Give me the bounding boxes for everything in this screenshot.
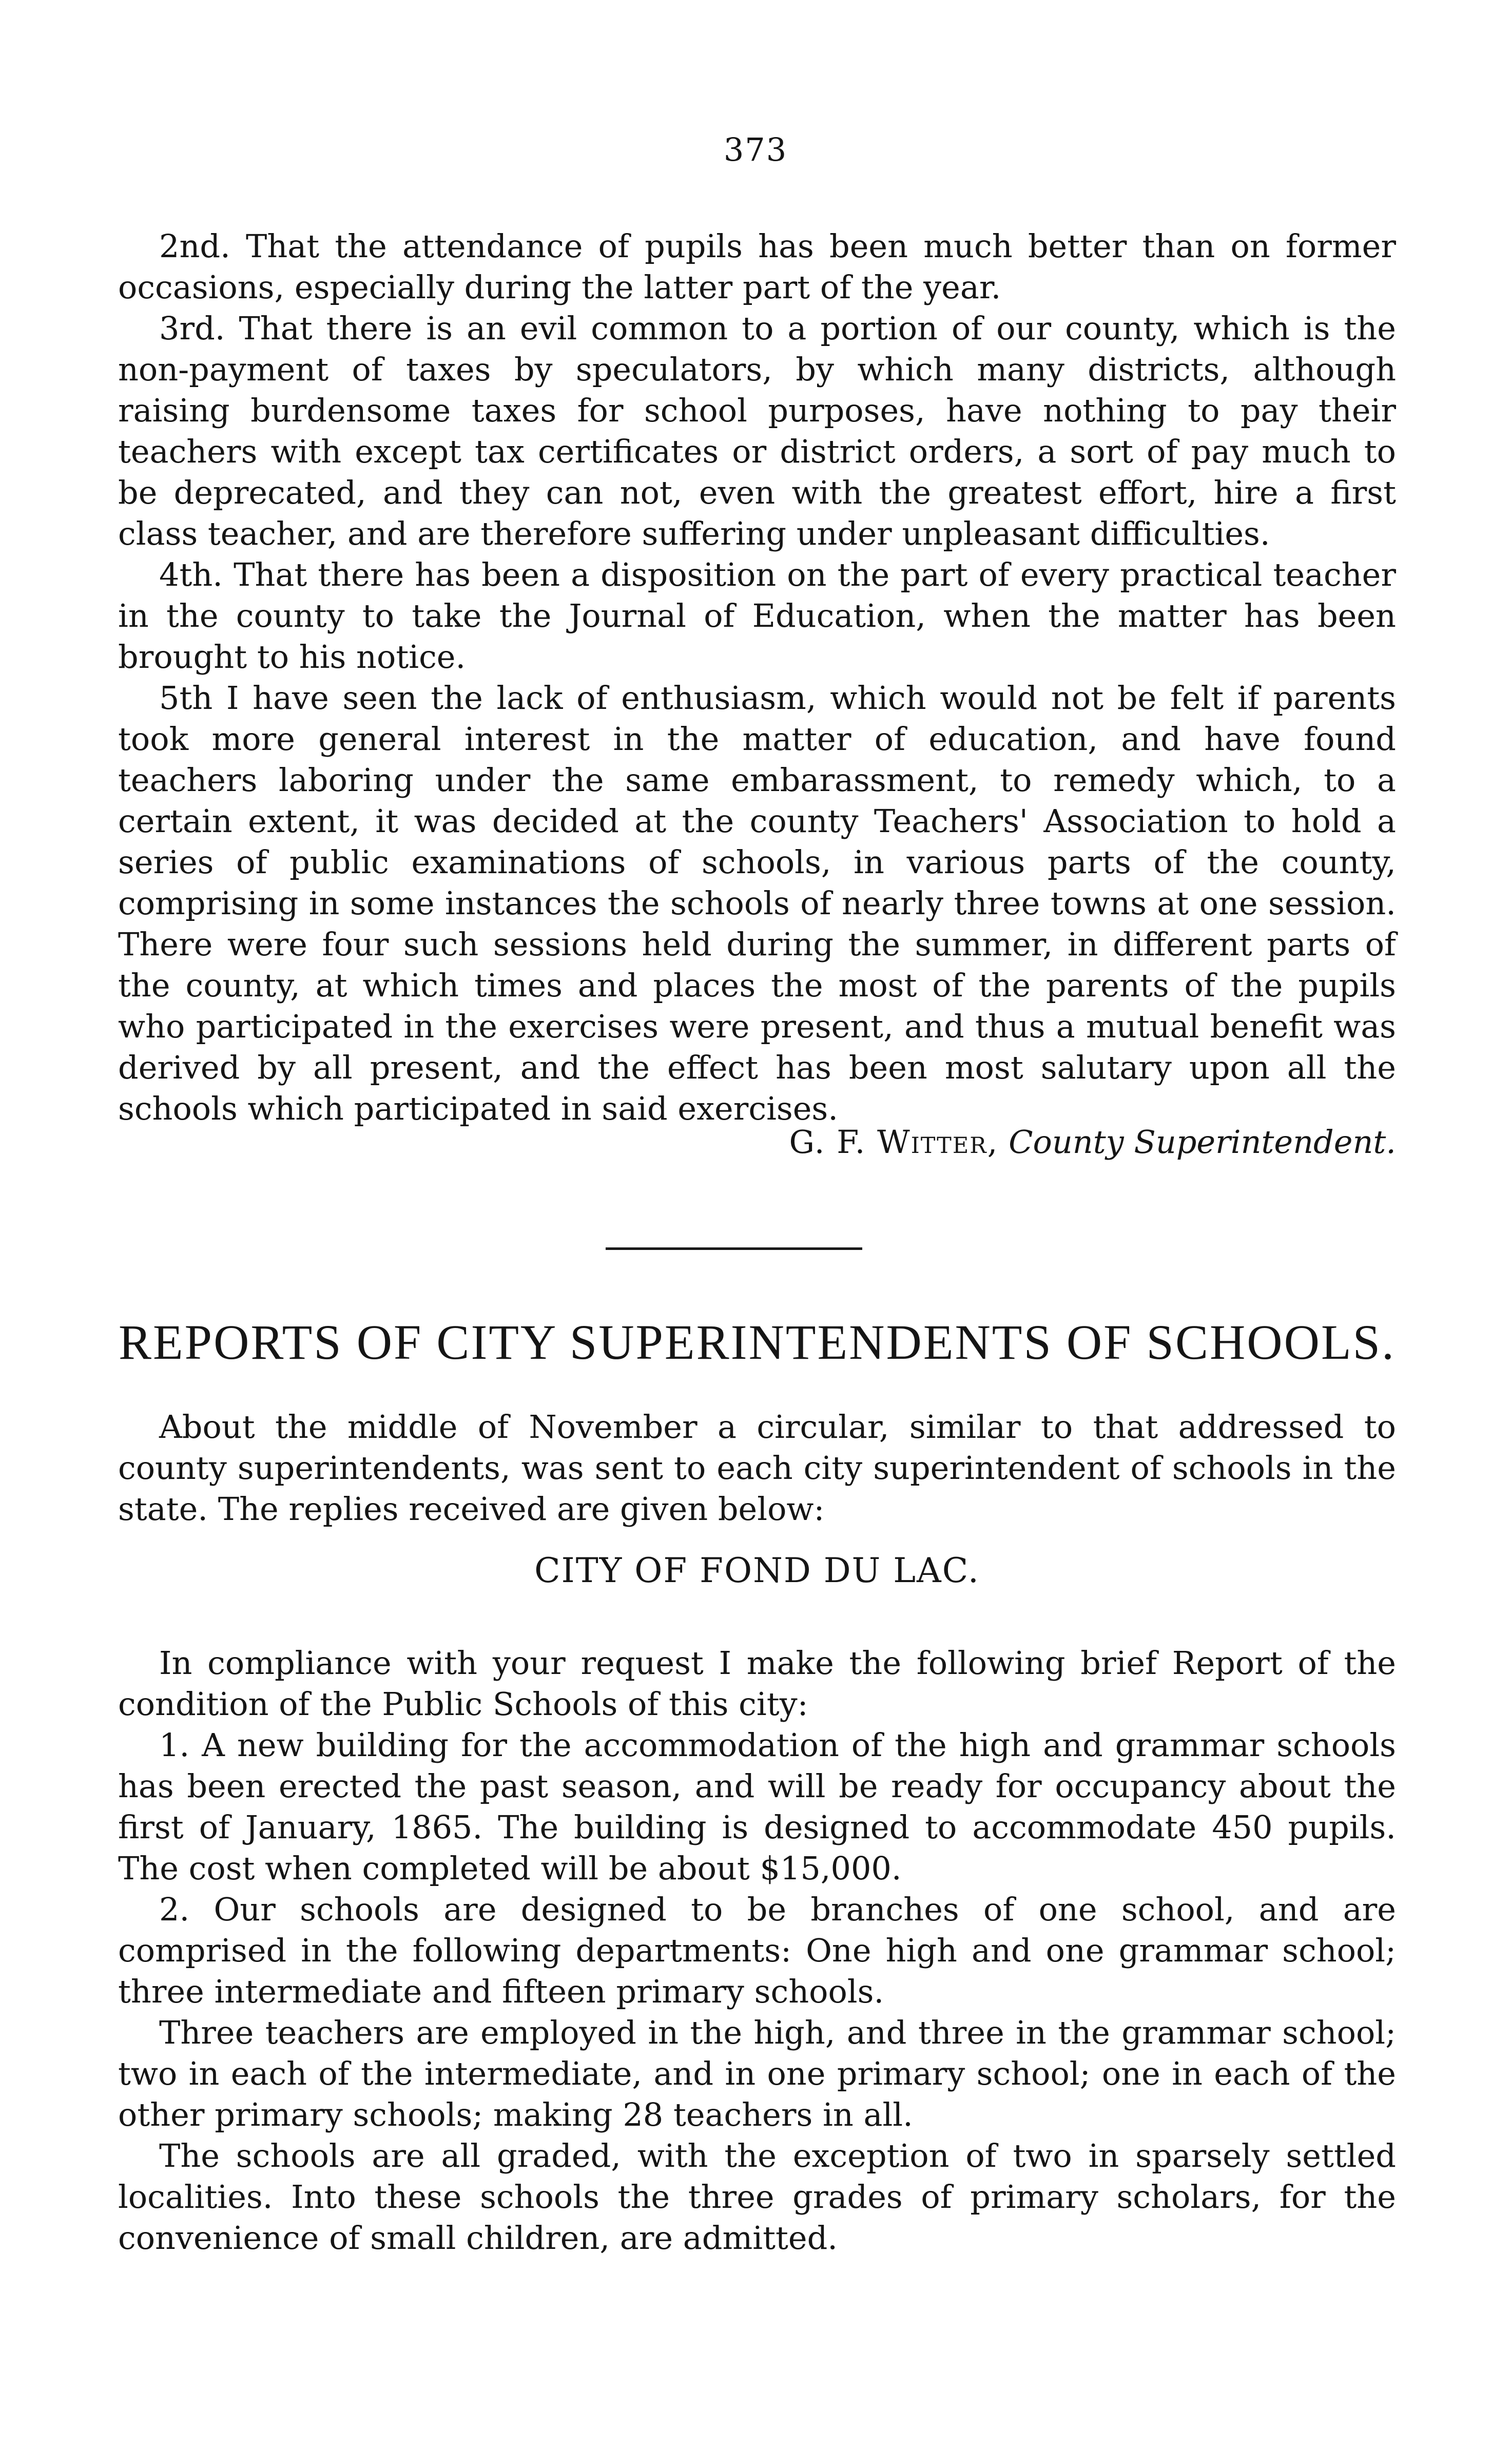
city-paragraph-2: 2. Our schools are designed to be branches of one school, and are comprised in the following departments: One high and one grammar school; three intermediate and fifteen primary schools. — [118, 1891, 1396, 2010]
city-paragraph-teachers: Three teachers are employed in the high, and three in the grammar school; two in each of the intermediate, and in one primary school; one in each of the other primary schools; making 28 teachers in all. — [118, 2014, 1396, 2133]
section-intro: About the middle of November a circular, similar to that addressed to county superintendents, was sent to each city superintendent of schools in the state. The replies received are given below: — [118, 1408, 1396, 1528]
county-report — [118, 226, 1396, 1129]
section-intro-block — [118, 1407, 1396, 1530]
section-heading: REPORTS OF CITY SUPERINTENDENTS OF SCHOOLS. — [119, 1315, 1396, 1370]
city-paragraph-graded: The schools are all graded, with the exception of two in sparsely settled localities. Into these schools the three grades of primary scholars, for the convenience of small children, are admitted. — [118, 2137, 1396, 2257]
paragraph-3rd: 3rd. That there is an evil common to a portion of our county, which is the non-payment of taxes by speculators, by which many districts, although raising burdensome taxes for school purposes, have nothing to pay their teachers with except tax certificates or district orders, a sort of pay much to be deprecated, and they can not, even with the greatest effort, hire a first class teacher, and are therefore suffering under unpleasant difficulties. — [118, 310, 1396, 552]
signature — [652, 1122, 1396, 1163]
city-paragraph-1: 1. A new building for the accommodation of the high and grammar schools has been erected the past season, and will be ready for occupancy about the first of January, 1865. The building is designed to accommodate 450 pupils. The cost when completed will be about $15,000. — [118, 1726, 1396, 1887]
city-report — [118, 1643, 1396, 2259]
signature-title: County Superintendent. — [1009, 1123, 1396, 1161]
section-divider — [606, 1247, 862, 1250]
city-heading: CITY OF FOND DU LAC. — [534, 1551, 980, 1590]
paragraph-4th: 4th. That there has been a disposition on the part of every practical teacher in the county to take the Journal of Education, when the matter has been brought to his notice. — [118, 556, 1396, 676]
page-number: 373 — [723, 131, 788, 168]
signature-name: G. F. Witter, — [789, 1123, 999, 1161]
city-paragraph-intro: In compliance with your request I make the following brief Report of the condition of the Public Schools of this city: — [118, 1644, 1396, 1723]
paragraph-5th: 5th I have seen the lack of enthusiasm, which would not be felt if parents took more general interest in the matter of education, and have found teachers laboring under the same embarassment, to remedy which, to a certain extent, it was decided at the county Teachers' Association to hold a series of public examinations of schools, in various parts of the county, comprising in some instances the schools of nearly three towns at one session. There were four such sessions held during the summer, in different parts of the county, at which times and places the most of the parents of the pupils who participated in the exercises were present, and thus a mutual benefit was derived by all present, and the effect has been most salutary upon all the schools which participated in said exercises. — [118, 679, 1396, 1127]
paragraph-2nd: 2nd. That the attendance of pupils has been much better than on former occasions, especially during the latter part of the year. — [118, 227, 1396, 306]
